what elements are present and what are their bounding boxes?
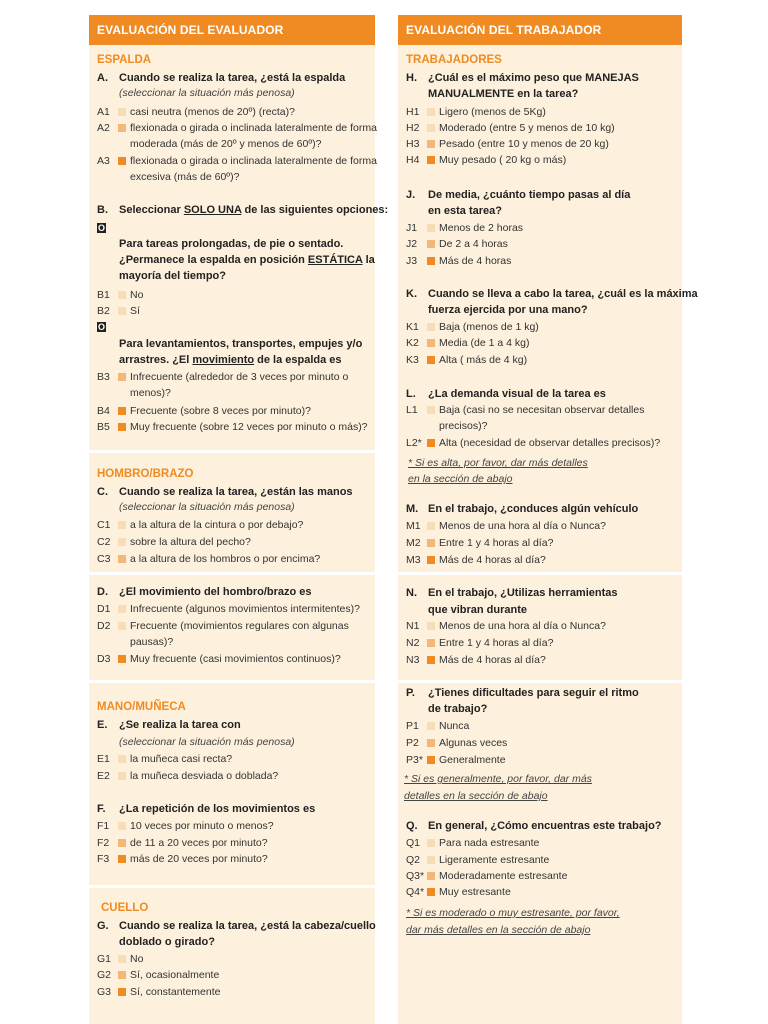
option-code: J1 [406,222,418,234]
evaluator-column [89,15,389,1024]
option-text: Menos de 2 horas [439,222,524,234]
option-group-marker: O [97,223,105,233]
option-text: sobre la altura del pecho? [130,536,251,548]
option-text: Ligero (menos de 5Kg) [439,106,546,118]
option-text: Alta ( más de 4 kg) [439,354,528,366]
question-letter: K. [406,288,417,300]
section-trabajadores-title: TRABAJADORES [406,54,502,66]
question-text: De media, ¿cuánto tiempo pasas al día [428,189,631,201]
option-code: G3 [97,986,112,998]
option-text: Muy frecuente (sobre 12 veces por minuto o más)? [130,421,368,433]
option-checkbox[interactable] [427,108,435,116]
question-text: ¿Cuál es el máximo peso que MANEJAS [428,72,639,84]
option-text: a la altura de los hombros o por encima? [130,553,321,565]
note-q-line-2: dar más detalles en la sección de abajo [406,924,591,936]
option-checkbox[interactable] [118,655,126,663]
option-text: Para nada estresante [439,837,540,849]
option-code: K3 [406,354,419,366]
option-code: G1 [97,953,112,965]
option-checkbox[interactable] [118,407,126,415]
question-b-statement-1: Para tareas prolongadas, de pie o sentado. ¿Permanece la espalda en posición ESTÁTICA la mayoría del tiempo? [119,238,375,282]
option-text: Baja (menos de 1 kg) [439,321,539,333]
option-checkbox[interactable] [427,639,435,647]
option-checkbox[interactable] [427,140,435,148]
option-text: Infrecuente (algunos movimientos intermitentes)? [130,603,360,615]
option-checkbox[interactable] [427,739,435,747]
option-checkbox[interactable] [118,622,126,630]
section-mano-title: MANO/MUÑECA [97,701,186,713]
option-text: flexionada o girada o inclinada lateralmente de forma [130,155,377,167]
option-text: más de 20 veces por minuto? [130,853,268,865]
option-code: M2 [406,537,421,549]
note-l-line-1: * Si es alta, por favor, dar más detalles [408,457,588,469]
section-divider [89,450,375,453]
worker-header: EVALUACIÓN DEL TRABAJADOR [398,15,682,45]
option-code: A3 [97,155,110,167]
option-checkbox[interactable] [427,439,435,447]
section-divider [89,572,375,575]
question-letter: H. [406,72,417,84]
option-code: B5 [97,421,110,433]
question-e-hint: (seleccionar la situación más penosa) [119,736,295,748]
option-text: a la altura de la cintura o por debajo? [130,519,304,531]
option-checkbox[interactable] [427,406,435,414]
option-code: H2 [406,122,420,134]
option-checkbox[interactable] [118,988,126,996]
question-text: ¿Tienes dificultades para seguir el ritmo [428,687,639,699]
option-text: Infrecuente (alrededor de 3 veces por minuto o [130,371,349,383]
question-p-cont: de trabajo? [428,703,488,715]
option-code: H4 [406,154,420,166]
option-checkbox[interactable] [118,291,126,299]
option-checkbox[interactable] [427,556,435,564]
option-checkbox[interactable] [427,240,435,248]
section-divider [89,885,375,888]
option-text: Muy pesado ( 20 kg o más) [439,154,567,166]
option-checkbox[interactable] [427,124,435,132]
question-n-cont: que vibran durante [428,604,528,616]
option-text: Nunca [439,720,470,732]
option-code: P1 [406,720,419,732]
note-l-line-2: en la sección de abajo [408,473,513,485]
option-text: Alta (necesidad de observar detalles precisos)? [439,437,661,449]
option-text: De 2 a 4 horas [439,238,508,250]
question-letter: P. [406,687,415,699]
question-letter: Q. [406,820,418,832]
option-text: Frecuente (sobre 8 veces por minuto)? [130,405,311,417]
option-checkbox[interactable] [427,356,435,364]
question-letter: B. [97,204,108,216]
option-code: M3 [406,554,421,566]
question-letter: E. [97,719,108,731]
question-text: Seleccionar SOLO UNA de las siguientes opciones: [119,204,389,216]
option-checkbox[interactable] [118,772,126,780]
option-text: Muy frecuente (casi movimientos continuos)? [130,653,341,665]
section-divider [89,680,375,683]
option-text: Pesado (entre 10 y menos de 20 kg) [439,138,609,150]
option-text: Sí, ocasionalmente [130,969,220,981]
option-code: N3 [406,654,420,666]
option-code: G2 [97,969,112,981]
question-letter: C. [97,486,108,498]
note-p-line-2: detalles en la sección de abajo [404,790,548,802]
option-code: B2 [97,305,110,317]
question-text: ¿La demanda visual de la tarea es [428,388,606,400]
option-checkbox[interactable] [118,555,126,563]
option-text: Moderado (entre 5 y menos de 10 kg) [439,122,615,134]
option-code: M1 [406,520,421,532]
option-code: C1 [97,519,111,531]
option-code: E2 [97,770,110,782]
question-letter: D. [97,586,108,598]
option-code: Q4* [406,886,425,898]
option-code: Q2 [406,854,421,866]
option-code: N2 [406,637,420,649]
option-checkbox[interactable] [118,971,126,979]
option-text: la muñeca desviada o doblada? [130,770,279,782]
option-checkbox[interactable] [427,156,435,164]
question-text: ¿El movimiento del hombro/brazo es [119,586,312,598]
option-code: J3 [406,255,418,267]
option-checkbox[interactable] [118,605,126,613]
option-code: N1 [406,620,420,632]
question-letter: N. [406,587,417,599]
option-text: Algunas veces [439,737,508,749]
option-text: la muñeca casi recta? [130,753,233,765]
option-text: Sí [130,305,140,317]
option-text: Entre 1 y 4 horas al día? [439,537,554,549]
option-code: K1 [406,321,419,333]
question-letter: M. [406,503,419,515]
option-text: flexionada o girada o inclinada lateralmente de forma [130,122,377,134]
option-text-cont: precisos)? [439,420,488,432]
option-checkbox[interactable] [118,423,126,431]
option-checkbox[interactable] [118,955,126,963]
question-letter: J. [406,189,416,201]
option-checkbox[interactable] [118,822,126,830]
option-text: Muy estresante [439,886,511,898]
option-checkbox[interactable] [118,373,126,381]
option-checkbox[interactable] [118,307,126,315]
option-checkbox[interactable] [118,124,126,132]
section-divider [398,572,682,575]
option-text: Baja (casi no se necesitan observar detalles [439,404,645,416]
question-g-cont: doblado o girado? [119,936,215,948]
question-letter: A. [97,72,108,84]
option-checkbox[interactable] [118,839,126,847]
option-code: B3 [97,371,110,383]
option-code: D3 [97,653,111,665]
option-checkbox[interactable] [427,872,435,880]
option-code: C3 [97,553,111,565]
question-h-cont: MANUALMENTE en la tarea? [428,88,579,100]
option-text: Menos de una hora al día o Nunca? [439,620,606,632]
option-code: B1 [97,289,110,301]
option-text: Más de 4 horas [439,255,512,267]
section-hombro-title: HOMBRO/BRAZO [97,468,194,480]
question-text: Cuando se realiza la tarea, ¿están las manos [119,486,353,498]
option-checkbox[interactable] [427,622,435,630]
option-code: D2 [97,620,111,632]
note-q-line-1: * Si es moderado o muy estresante, por favor, [406,907,620,919]
option-code: K2 [406,337,419,349]
option-code: B4 [97,405,110,417]
option-checkbox[interactable] [427,323,435,331]
option-checkbox[interactable] [118,157,126,165]
evaluator-header: EVALUACIÓN DEL EVALUADOR [89,15,375,45]
option-checkbox[interactable] [427,888,435,896]
option-text: Frecuente (movimientos regulares con algunas [130,620,349,632]
option-checkbox[interactable] [427,257,435,265]
option-checkbox[interactable] [427,224,435,232]
question-text: Cuando se realiza la tarea, ¿está la espalda [119,72,346,84]
option-checkbox[interactable] [427,522,435,530]
option-text: Más de 4 horas al día? [439,554,546,566]
option-code: Q1 [406,837,421,849]
option-text: No [130,953,144,965]
option-text: Más de 4 horas al día? [439,654,546,666]
option-code: D1 [97,603,111,615]
question-k-cont: fuerza ejercida por una mano? [428,304,588,316]
option-text: de 11 a 20 veces por minuto? [130,837,268,849]
option-checkbox[interactable] [118,108,126,116]
section-cuello-title: CUELLO [101,902,149,914]
option-text-cont: pausas)? [130,636,174,648]
option-code: L2* [406,437,422,449]
question-text: ¿La repetición de los movimientos es [119,803,316,815]
option-checkbox[interactable] [118,855,126,863]
option-code: H1 [406,106,420,118]
option-code: F3 [97,853,110,865]
option-text: Ligeramente estresante [439,854,550,866]
question-a-hint: (seleccionar la situación más penosa) [119,87,295,99]
option-text: Menos de una hora al día o Nunca? [439,520,606,532]
note-p-line-1: * Si es generalmente, por favor, dar más [404,773,592,785]
question-b-statement-2: Para levantamientos, transportes, empujes y/o arrastres. ¿El movimiento de la espalda es [119,338,363,366]
option-checkbox[interactable] [427,756,435,764]
question-letter: F. [97,803,106,815]
option-checkbox[interactable] [427,856,435,864]
option-text-cont: excesiva (más de 60º)? [130,171,240,183]
question-text: ¿Se realiza la tarea con [119,719,241,731]
question-text: En general, ¿Cómo encuentras este trabajo? [428,820,662,832]
option-checkbox[interactable] [118,755,126,763]
option-text: Entre 1 y 4 horas al día? [439,637,554,649]
option-text: Moderadamente estresante [439,870,568,882]
option-code: A1 [97,106,110,118]
option-code: F1 [97,820,110,832]
option-code: J2 [406,238,418,250]
question-letter: L. [406,388,416,400]
option-code: H3 [406,138,420,150]
option-code: F2 [97,837,110,849]
section-espalda-title: ESPALDA [97,54,152,66]
worker-column [398,15,698,1024]
option-checkbox[interactable] [427,339,435,347]
question-letter: G. [97,920,109,932]
option-text-cont: moderada (más de 20º y menos de 60º)? [130,138,322,150]
option-checkbox[interactable] [427,656,435,664]
question-j-cont: en esta tarea? [428,205,502,217]
option-text: No [130,289,144,301]
option-text: Generalmente [439,754,506,766]
option-checkbox[interactable] [427,722,435,730]
question-text: Cuando se lleva a cabo la tarea, ¿cuál es la máxima [428,288,698,300]
option-checkbox[interactable] [118,521,126,529]
option-group-marker: O [97,322,105,332]
option-text-cont: menos)? [130,387,171,399]
option-checkbox[interactable] [427,539,435,547]
option-checkbox[interactable] [118,538,126,546]
option-text: Sí, constantemente [130,986,221,998]
question-text: En el trabajo, ¿Utilizas herramientas [428,587,618,599]
section-divider [398,680,682,683]
option-code: Q3* [406,870,425,882]
option-code: L1 [406,404,418,416]
option-code: A2 [97,122,110,134]
option-text: Media (de 1 a 4 kg) [439,337,530,349]
option-code: E1 [97,753,110,765]
option-code: P2 [406,737,419,749]
option-text: 10 veces por minuto o menos? [130,820,274,832]
option-code: P3* [406,754,423,766]
question-c-hint: (seleccionar la situación más penosa) [119,501,295,513]
option-code: C2 [97,536,111,548]
question-text: Cuando se realiza la tarea, ¿está la cabeza/cuello [119,920,376,932]
question-text: En el trabajo, ¿conduces algún vehículo [428,503,639,515]
option-text: casi neutra (menos de 20º) (recta)? [130,106,295,118]
option-checkbox[interactable] [427,839,435,847]
